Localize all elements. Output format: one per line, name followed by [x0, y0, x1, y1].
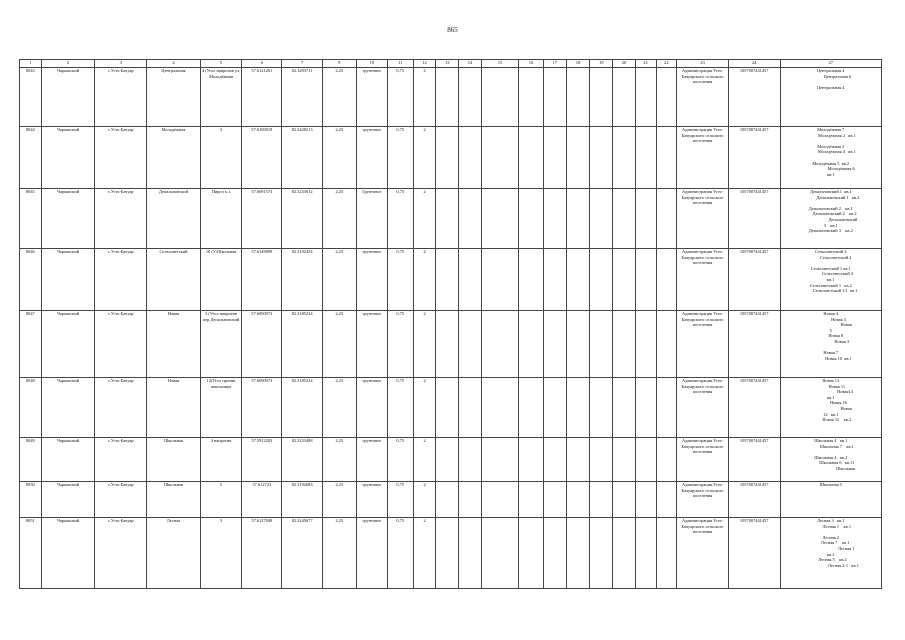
table-row [20, 127, 882, 189]
column-number-header: 20 [613, 60, 636, 68]
ogrn-code-cell: 1057007441457 [728, 438, 780, 482]
empty-cell [481, 249, 518, 311]
count-value-cell: 0,75 [387, 378, 413, 438]
addresses-list-cell: Школьная 4 кв.1 Школьная 7 кв.1 Школьная 4 кв.2 Школьная 6 кв.11 Школьная [780, 438, 881, 482]
district-cell: Чарышский [41, 189, 95, 249]
ogrn-code-cell: 1057007441457 [728, 518, 780, 589]
longitude-cell: 82.3233612 [282, 189, 322, 249]
empty-cell [459, 311, 482, 378]
empty-cell [590, 127, 613, 189]
house-location-cell: 3 [200, 127, 241, 189]
column-number-header: 17 [543, 60, 566, 68]
street-cell: Сельсоветский [147, 249, 201, 311]
district-cell: Чарышский [41, 378, 95, 438]
surface-type-cell: грунтовое [356, 249, 387, 311]
page-number: 865 [447, 26, 458, 34]
addresses-list-cell: Центральная 4 Центральная 6 Центральная 4 [780, 68, 881, 127]
district-cell: Чарышский [41, 482, 95, 518]
empty-cell [459, 249, 482, 311]
ogrn-code-cell: 1057007441457 [728, 249, 780, 311]
surface-type-cell: Грунтовое [356, 189, 387, 249]
street-cell: Лесная [147, 518, 201, 589]
empty-cell [656, 189, 677, 249]
owner-organization-cell: Администрация Усть-Бачуарского сельского поселения [677, 127, 729, 189]
empty-cell [613, 127, 636, 189]
column-number-header: 4 [147, 60, 201, 68]
owner-organization-cell: Администрация Усть-Бачуарского сельского поселения [677, 68, 729, 127]
latitude-cell: 57.612723 [242, 482, 282, 518]
empty-cell [543, 482, 566, 518]
count-value-cell: 0,75 [387, 311, 413, 378]
empty-cell [590, 378, 613, 438]
longitude-cell: 82.3233488 [282, 438, 322, 482]
surface-type-cell: грунтовое [356, 127, 387, 189]
column-number-header: 15 [481, 60, 518, 68]
column-number-header: 14 [459, 60, 482, 68]
empty-cell [656, 311, 677, 378]
surface-type-cell: грунтовое [356, 518, 387, 589]
empty-cell [436, 482, 459, 518]
empty-cell [590, 249, 613, 311]
area-value-cell: 2,25 [322, 189, 356, 249]
column-number-header: 16 [519, 60, 544, 68]
column-number-header: 22 [656, 60, 677, 68]
area-value-cell: 2,25 [322, 249, 356, 311]
area-value-cell: 2,25 [322, 311, 356, 378]
longitude-cell: 82.3185234 [282, 378, 322, 438]
empty-cell [613, 311, 636, 378]
record-id-cell: 8049 [20, 438, 42, 482]
surface-type-cell: грунтовое [356, 311, 387, 378]
table-row [20, 311, 882, 378]
empty-cell [635, 311, 656, 378]
empty-cell [436, 518, 459, 589]
settlement-cell: с.Усть-Бачуар [95, 482, 147, 518]
empty-cell [566, 518, 590, 589]
empty-cell [656, 249, 677, 311]
empty-cell [635, 378, 656, 438]
empty-cell [590, 482, 613, 518]
empty-cell [481, 378, 518, 438]
quantity-cell: 2 [413, 249, 436, 311]
record-id-cell: 8050 [20, 482, 42, 518]
empty-cell [543, 378, 566, 438]
record-id-cell: 8048 [20, 378, 42, 438]
settlement-cell: с.Усть-Бачуар [95, 249, 147, 311]
count-value-cell: 0,75 [387, 189, 413, 249]
quantity-cell: 2 [413, 127, 436, 189]
count-value-cell: 0,75 [387, 249, 413, 311]
house-location-cell: 3 (Угол напротив пер.Депальновский [200, 311, 241, 378]
area-value-cell: 2,25 [322, 482, 356, 518]
latitude-cell: 57.6090973 [242, 378, 282, 438]
table-row [20, 189, 882, 249]
empty-cell [590, 311, 613, 378]
column-number-header: 21 [635, 60, 656, 68]
area-value-cell: 2,25 [322, 518, 356, 589]
empty-cell [543, 127, 566, 189]
empty-cell [635, 68, 656, 127]
table-row [20, 68, 882, 127]
ogrn-code-cell: 1057007441457 [728, 68, 780, 127]
column-number-header: 12 [413, 60, 436, 68]
latitude-cell: 57.6100019 [242, 127, 282, 189]
empty-cell [519, 311, 544, 378]
street-cell: Молодёжная [147, 127, 201, 189]
empty-cell [459, 378, 482, 438]
empty-cell [613, 249, 636, 311]
count-value-cell: 0,75 [387, 518, 413, 589]
empty-cell [613, 378, 636, 438]
empty-cell [613, 189, 636, 249]
settlement-cell: с.Усть-Бачуар [95, 518, 147, 589]
empty-cell [519, 482, 544, 518]
table-row [20, 482, 882, 518]
settlement-cell: с.Усть-Бачуар [95, 68, 147, 127]
empty-cell [590, 438, 613, 482]
empty-cell [481, 311, 518, 378]
road-registry-table [19, 59, 882, 589]
house-location-cell: 12(Угол против школьника [200, 378, 241, 438]
empty-cell [459, 127, 482, 189]
empty-cell [656, 438, 677, 482]
longitude-cell: 82.3428213 [282, 127, 322, 189]
column-number-header: 3 [95, 60, 147, 68]
empty-cell [436, 189, 459, 249]
column-number-header: 19 [590, 60, 613, 68]
quantity-cell: 2 [413, 518, 436, 589]
empty-cell [519, 438, 544, 482]
addresses-list-cell: Молодёжная 7 Молодёжная 2 кв.1 Молодёжная 3 Молодёжная 4 кв.1 Молодёжная 5 кв.2 Молодёжная 6 кв.1 [780, 127, 881, 189]
empty-cell [590, 518, 613, 589]
district-cell: Чарышский [41, 311, 95, 378]
empty-cell [566, 438, 590, 482]
column-number-header: 1 [20, 60, 42, 68]
addresses-list-cell: Школьная 5 [780, 482, 881, 518]
table-row [20, 249, 882, 311]
empty-cell [481, 189, 518, 249]
record-id-cell: 8044 [20, 127, 42, 189]
settlement-cell: с.Усть-Бачуар [95, 438, 147, 482]
empty-cell [481, 68, 518, 127]
longitude-cell: 82.3102434 [282, 249, 322, 311]
count-value-cell: 0,75 [387, 438, 413, 482]
district-cell: Чарышский [41, 68, 95, 127]
ogrn-code-cell: 1057007441457 [728, 127, 780, 189]
record-id-cell: 8046 [20, 249, 42, 311]
header-row [20, 60, 882, 68]
settlement-cell: с.Усть-Бачуар [95, 189, 147, 249]
empty-cell [613, 518, 636, 589]
empty-cell [519, 249, 544, 311]
column-number-header: 18 [566, 60, 590, 68]
owner-organization-cell: Администрация Усть-Бачуарского сельского поселения [677, 438, 729, 482]
surface-type-cell: грунтовое [356, 68, 387, 127]
longitude-cell: 82.3185234 [282, 311, 322, 378]
empty-cell [519, 378, 544, 438]
table-row [20, 378, 882, 438]
ogrn-code-cell: 1057007441457 [728, 482, 780, 518]
record-id-cell: 8043 [20, 68, 42, 127]
empty-cell [566, 482, 590, 518]
quantity-cell: 2 [413, 438, 436, 482]
settlement-cell: с.Усть-Бачуар [95, 378, 147, 438]
empty-cell [519, 189, 544, 249]
quantity-cell: 2 [413, 482, 436, 518]
latitude-cell: 57.6091573 [242, 189, 282, 249]
latitude-cell: 57.6090973 [242, 311, 282, 378]
empty-cell [436, 311, 459, 378]
empty-cell [613, 438, 636, 482]
empty-cell [656, 518, 677, 589]
district-cell: Чарышский [41, 438, 95, 482]
settlement-cell: с.Усть-Бачуар [95, 127, 147, 189]
table-row [20, 518, 882, 589]
empty-cell [436, 378, 459, 438]
column-number-header: 24 [728, 60, 780, 68]
empty-cell [459, 482, 482, 518]
empty-cell [566, 127, 590, 189]
house-location-cell: 4 напротив [200, 438, 241, 482]
house-location-cell: 4 (Угол напротив ул. Молодёжная [200, 68, 241, 127]
house-location-cell: 10 (У/Школьная [200, 249, 241, 311]
longitude-cell: 82.3293711 [282, 68, 322, 127]
empty-cell [543, 311, 566, 378]
house-location-cell: 3 [200, 518, 241, 589]
empty-cell [613, 482, 636, 518]
record-id-cell: 8047 [20, 311, 42, 378]
empty-cell [590, 68, 613, 127]
empty-cell [436, 249, 459, 311]
latitude-cell: 57.6121261 [242, 68, 282, 127]
owner-organization-cell: Администрация Усть-Бачуарского сельского поселения [677, 311, 729, 378]
quantity-cell: 2 [413, 311, 436, 378]
street-cell: Школьная [147, 438, 201, 482]
empty-cell [566, 249, 590, 311]
empty-cell [519, 68, 544, 127]
column-number-header: 2 [41, 60, 95, 68]
owner-organization-cell: Администрация Усть-Бачуарского сельского поселения [677, 189, 729, 249]
empty-cell [543, 68, 566, 127]
record-id-cell: 8051 [20, 518, 42, 589]
area-value-cell: 2,25 [322, 68, 356, 127]
street-cell: Центральная [147, 68, 201, 127]
empty-cell [635, 518, 656, 589]
empty-cell [543, 518, 566, 589]
column-number-header: 27 [780, 60, 881, 68]
empty-cell [519, 518, 544, 589]
quantity-cell: 2 [413, 68, 436, 127]
empty-cell [635, 127, 656, 189]
empty-cell [635, 438, 656, 482]
quantity-cell: 2 [413, 189, 436, 249]
empty-cell [436, 68, 459, 127]
addresses-list-cell: Новая 13 Новая 11 Новая14 кв.1 Новая 16 Новая 12 кв.1 Новая 12 кв.2 [780, 378, 881, 438]
column-number-header: 11 [387, 60, 413, 68]
empty-cell [459, 68, 482, 127]
empty-cell [635, 249, 656, 311]
owner-organization-cell: Администрация Усть-Бачуарского сельского поселения [677, 518, 729, 589]
addresses-list-cell: Новая 4 Новая 3 Новая 5 Новая 8 Новая 3 Новая 7 Новая 10 кв.1 [780, 311, 881, 378]
column-number-header: 13 [436, 60, 459, 68]
owner-organization-cell: Администрация Усть-Бачуарского сельского поселения [677, 378, 729, 438]
district-cell: Чарышский [41, 127, 95, 189]
district-cell: Чарышский [41, 518, 95, 589]
count-value-cell: 0,75 [387, 68, 413, 127]
addresses-list-cell: Сельсоветский 3 Сельсоветский 2 Сельсоветский 1 кв.1 Сельсоветский 4 кв.1 Сельсоветский 1 кв.2 Сельсоветский 1/1 кв.1 [780, 249, 881, 311]
quantity-cell: 2 [413, 378, 436, 438]
owner-organization-cell: Администрация Усть-Бачуарского сельского поселения [677, 482, 729, 518]
empty-cell [519, 127, 544, 189]
empty-cell [656, 68, 677, 127]
column-number-header: 6 [242, 60, 282, 68]
empty-cell [459, 189, 482, 249]
empty-cell [481, 518, 518, 589]
ogrn-code-cell: 1057007441457 [728, 378, 780, 438]
record-id-cell: 8045 [20, 189, 42, 249]
empty-cell [543, 438, 566, 482]
addresses-list-cell: Депальновский 1 кв.1 Депальновский 1 кв.2 Депальновский 2 кв.1 Депальновский 2 кв.2 Депальновский 3 кв.1 Депальновский 3 кв.2 [780, 189, 881, 249]
empty-cell [566, 311, 590, 378]
empty-cell [543, 249, 566, 311]
street-cell: Депальновский [147, 189, 201, 249]
owner-organization-cell: Администрация Усть-Бачуарского сельского поселения [677, 249, 729, 311]
count-value-cell: 0,75 [387, 482, 413, 518]
empty-cell [543, 189, 566, 249]
column-number-header: 23 [677, 60, 729, 68]
settlement-cell: с.Усть-Бачуар [95, 311, 147, 378]
longitude-cell: 82.3245677 [282, 518, 322, 589]
area-value-cell: 2,25 [322, 378, 356, 438]
empty-cell [656, 378, 677, 438]
house-location-cell: Пирол к.1 [200, 189, 241, 249]
empty-cell [590, 189, 613, 249]
empty-cell [481, 438, 518, 482]
empty-cell [566, 378, 590, 438]
empty-cell [566, 68, 590, 127]
latitude-cell: 57.6149899 [242, 249, 282, 311]
street-cell: Школьная [147, 482, 201, 518]
column-number-header: 7 [282, 60, 322, 68]
surface-type-cell: грунтовое [356, 378, 387, 438]
empty-cell [613, 68, 636, 127]
column-number-header: 9 [322, 60, 356, 68]
column-number-header: 5 [200, 60, 241, 68]
area-value-cell: 2,25 [322, 438, 356, 482]
latitude-cell: 57.5912283 [242, 438, 282, 482]
surface-type-cell: грунтовое [356, 482, 387, 518]
empty-cell [635, 482, 656, 518]
addresses-list-cell: Лесная 3 кв.1 Лесная 1 кв.1 Лесная 2 Лесная 7 кв.1 Лесная 1 кв.2 Лесная 5 кв.2 Лесная 2-1 кв.1 [780, 518, 881, 589]
empty-cell [656, 482, 677, 518]
empty-cell [656, 127, 677, 189]
table-row [20, 438, 882, 482]
empty-cell [436, 127, 459, 189]
column-number-header: 10 [356, 60, 387, 68]
area-value-cell: 2,25 [322, 127, 356, 189]
street-cell: Новая [147, 378, 201, 438]
empty-cell [481, 482, 518, 518]
empty-cell [635, 189, 656, 249]
district-cell: Чарышский [41, 249, 95, 311]
empty-cell [459, 518, 482, 589]
house-location-cell: 5 [200, 482, 241, 518]
empty-cell [481, 127, 518, 189]
count-value-cell: 0,75 [387, 127, 413, 189]
street-cell: Новая [147, 311, 201, 378]
ogrn-code-cell: 1057007441457 [728, 189, 780, 249]
empty-cell [436, 438, 459, 482]
latitude-cell: 57.6127848 [242, 518, 282, 589]
empty-cell [459, 438, 482, 482]
ogrn-code-cell: 1057007441457 [728, 311, 780, 378]
longitude-cell: 82.3192683 [282, 482, 322, 518]
surface-type-cell: грунтовое [356, 438, 387, 482]
empty-cell [566, 189, 590, 249]
